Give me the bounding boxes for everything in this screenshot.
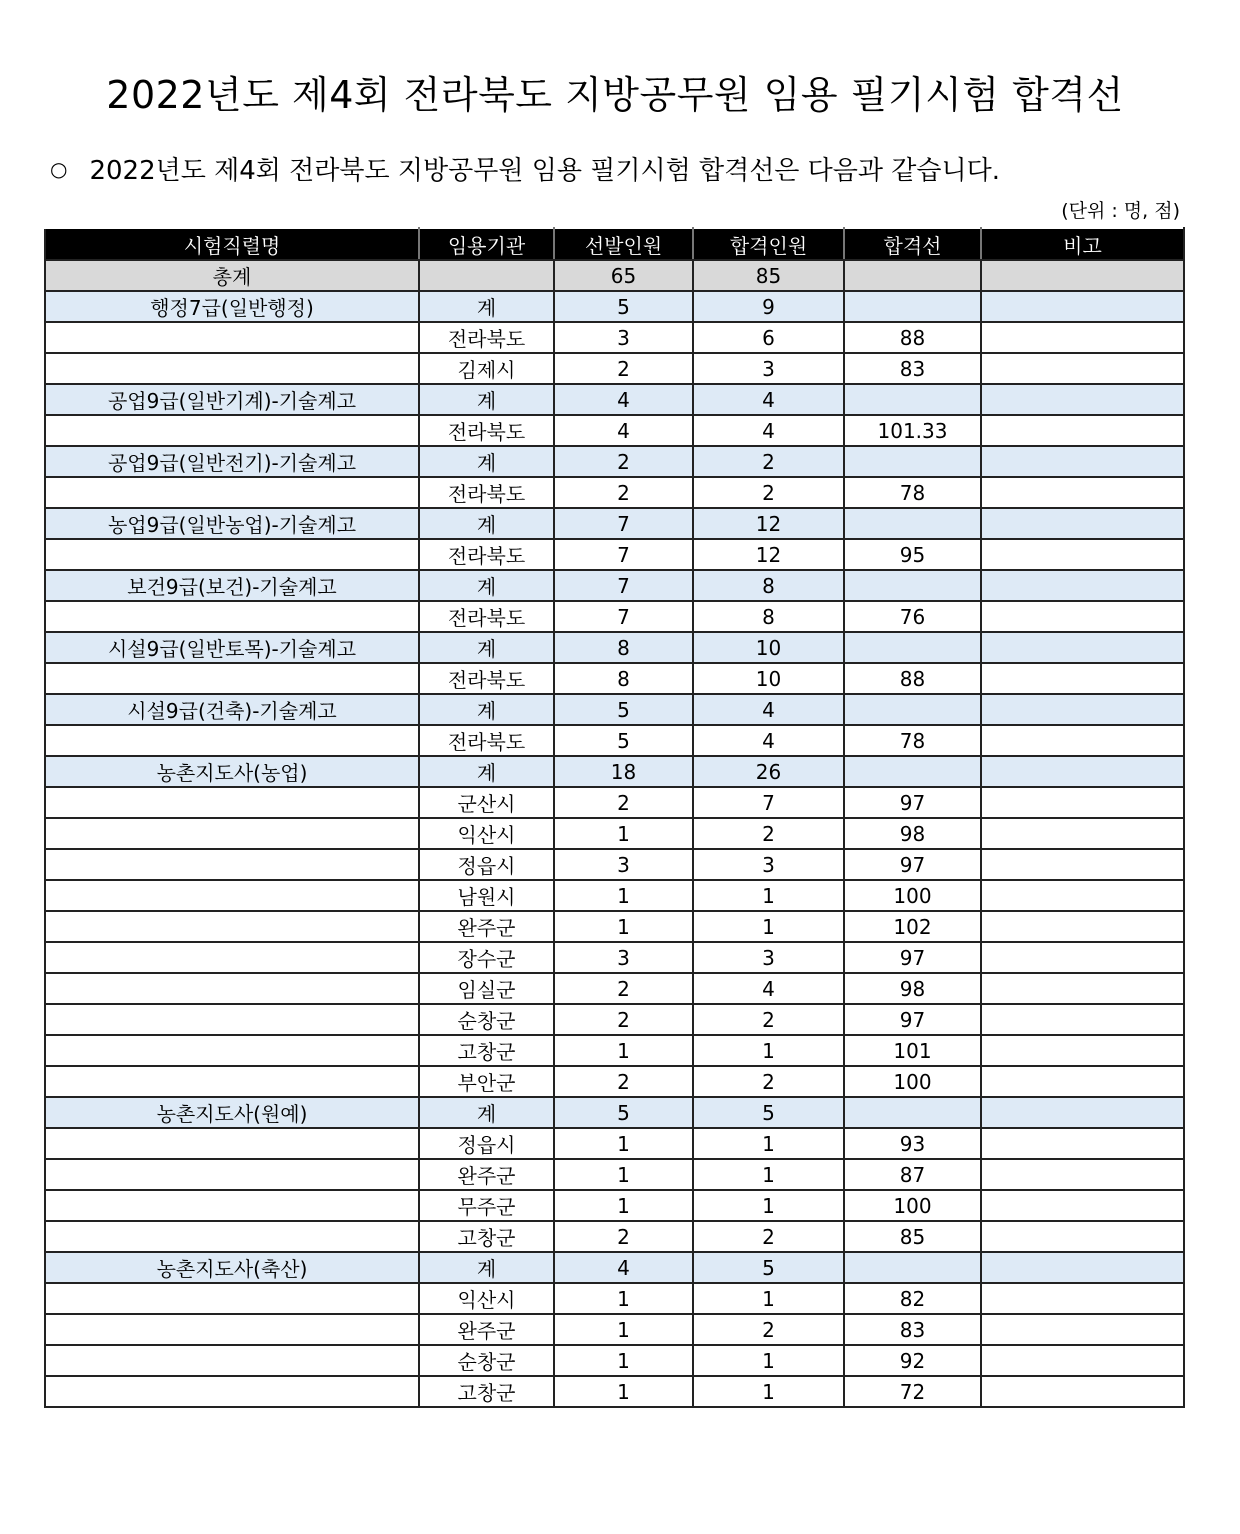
agency-cell: 계: [419, 570, 554, 601]
table-row: [45, 1159, 1184, 1190]
cutoff-score-cell: [844, 508, 981, 539]
pass-count-cell: 4: [693, 973, 844, 1004]
cutoff-score-cell: [844, 384, 981, 415]
pass-count-cell: 8: [693, 570, 844, 601]
table-row: [45, 322, 1184, 353]
bullet-circle-icon: ○: [50, 157, 68, 181]
selection-count-cell: 18: [554, 756, 693, 787]
pass-count-cell: 4: [693, 415, 844, 446]
cutoff-score-cell: 97: [844, 1004, 981, 1035]
pass-count-cell: 3: [693, 942, 844, 973]
selection-count-cell: 1: [554, 1035, 693, 1066]
selection-count-cell: 8: [554, 663, 693, 694]
exam-series-cell: [45, 725, 419, 756]
intro-text: 2022년도 제4회 전라북도 지방공무원 임용 필기시험 합격선은 다음과 같습니다.: [89, 156, 1001, 186]
cutoff-score-cell: 101.33: [844, 415, 981, 446]
table-row: [45, 1190, 1184, 1221]
remarks-cell: [981, 1221, 1184, 1252]
agency-cell: 전라북도: [419, 725, 554, 756]
cutoff-score-cell: [844, 570, 981, 601]
cutoff-score-cell: 88: [844, 663, 981, 694]
selection-count-cell: 65: [554, 260, 693, 291]
table-row: [45, 849, 1184, 880]
cutoff-score-cell: [844, 632, 981, 663]
exam-series-cell: [45, 1066, 419, 1097]
agency-cell: 계: [419, 384, 554, 415]
cutoff-score-cell: 102: [844, 911, 981, 942]
selection-count-cell: 1: [554, 1159, 693, 1190]
selection-count-cell: 3: [554, 849, 693, 880]
remarks-cell: [981, 911, 1184, 942]
exam-series-cell: [45, 1159, 419, 1190]
cutoff-score-cell: 100: [844, 880, 981, 911]
pass-count-cell: 12: [693, 539, 844, 570]
exam-series-cell: [45, 911, 419, 942]
cutoff-score-cell: 78: [844, 725, 981, 756]
pass-count-cell: 26: [693, 756, 844, 787]
table-row: [45, 973, 1184, 1004]
selection-count-cell: 2: [554, 1066, 693, 1097]
pass-count-cell: 85: [693, 260, 844, 291]
cutoff-score-cell: 100: [844, 1190, 981, 1221]
pass-count-cell: 12: [693, 508, 844, 539]
agency-cell: 계: [419, 1252, 554, 1283]
remarks-cell: [981, 1004, 1184, 1035]
cutoff-score-cell: 95: [844, 539, 981, 570]
exam-series-cell: [45, 1190, 419, 1221]
group-subtotal-row: [45, 446, 1184, 477]
selection-count-cell: 7: [554, 601, 693, 632]
agency-cell: 임실군: [419, 973, 554, 1004]
remarks-cell: [981, 849, 1184, 880]
exam-series-cell: [45, 1345, 419, 1376]
table-row: [45, 1128, 1184, 1159]
total-row: [45, 260, 1184, 291]
header-agency: 임용기관: [419, 228, 554, 260]
exam-series-cell: 공업9급(일반기계)-기술계고: [45, 384, 419, 415]
pass-count-cell: 6: [693, 322, 844, 353]
pass-count-cell: 10: [693, 632, 844, 663]
cutoff-score-cell: 97: [844, 849, 981, 880]
pass-count-cell: 2: [693, 1004, 844, 1035]
agency-cell: 완주군: [419, 911, 554, 942]
selection-count-cell: 1: [554, 1345, 693, 1376]
pass-count-cell: 8: [693, 601, 844, 632]
table-row: [45, 1314, 1184, 1345]
exam-series-cell: 공업9급(일반전기)-기술계고: [45, 446, 419, 477]
remarks-cell: [981, 818, 1184, 849]
remarks-cell: [981, 446, 1184, 477]
agency-cell: 계: [419, 291, 554, 322]
selection-count-cell: 2: [554, 787, 693, 818]
pass-count-cell: 1: [693, 1190, 844, 1221]
selection-count-cell: 4: [554, 415, 693, 446]
cutoff-score-cell: 83: [844, 353, 981, 384]
exam-series-cell: [45, 601, 419, 632]
table-row: [45, 1345, 1184, 1376]
exam-series-cell: [45, 1314, 419, 1345]
exam-series-cell: 시설9급(건축)-기술계고: [45, 694, 419, 725]
table-row: [45, 601, 1184, 632]
agency-cell: 남원시: [419, 880, 554, 911]
remarks-cell: [981, 1314, 1184, 1345]
agency-cell: 순창군: [419, 1345, 554, 1376]
pass-count-cell: 2: [693, 818, 844, 849]
agency-cell: 완주군: [419, 1314, 554, 1345]
cutoff-table: [44, 227, 1185, 1408]
pass-count-cell: 1: [693, 911, 844, 942]
agency-cell: 완주군: [419, 1159, 554, 1190]
cutoff-score-cell: 98: [844, 973, 981, 1004]
intro-line: [50, 150, 1000, 187]
selection-count-cell: 5: [554, 291, 693, 322]
cutoff-score-cell: 76: [844, 601, 981, 632]
exam-series-cell: 총계: [45, 260, 419, 291]
cutoff-score-cell: 101: [844, 1035, 981, 1066]
pass-count-cell: 4: [693, 694, 844, 725]
remarks-cell: [981, 322, 1184, 353]
pass-count-cell: 2: [693, 477, 844, 508]
agency-cell: 정읍시: [419, 849, 554, 880]
remarks-cell: [981, 570, 1184, 601]
selection-count-cell: 7: [554, 508, 693, 539]
agency-cell: 무주군: [419, 1190, 554, 1221]
table-body: [45, 260, 1184, 1407]
agency-cell: 전라북도: [419, 663, 554, 694]
exam-series-cell: [45, 1128, 419, 1159]
exam-series-cell: [45, 353, 419, 384]
exam-series-cell: 농촌지도사(농업): [45, 756, 419, 787]
exam-series-cell: [45, 818, 419, 849]
group-subtotal-row: [45, 1097, 1184, 1128]
table-row: [45, 1004, 1184, 1035]
agency-cell: 순창군: [419, 1004, 554, 1035]
pass-count-cell: 4: [693, 725, 844, 756]
selection-count-cell: 1: [554, 1314, 693, 1345]
group-subtotal-row: [45, 384, 1184, 415]
cutoff-score-cell: 92: [844, 1345, 981, 1376]
remarks-cell: [981, 1283, 1184, 1314]
document-title: 2022년도 제4회 전라북도 지방공무원 임용 필기시험 합격선: [106, 73, 1124, 117]
group-subtotal-row: [45, 1252, 1184, 1283]
exam-series-cell: [45, 880, 419, 911]
cutoff-score-cell: [844, 291, 981, 322]
cutoff-score-cell: 78: [844, 477, 981, 508]
pass-count-cell: 2: [693, 446, 844, 477]
header-selection-count: 선발인원: [554, 228, 693, 260]
selection-count-cell: 4: [554, 384, 693, 415]
exam-series-cell: 농촌지도사(축산): [45, 1252, 419, 1283]
remarks-cell: [981, 787, 1184, 818]
selection-count-cell: 5: [554, 694, 693, 725]
selection-count-cell: 3: [554, 942, 693, 973]
cutoff-score-cell: [844, 756, 981, 787]
agency-cell: 전라북도: [419, 322, 554, 353]
exam-series-cell: [45, 1035, 419, 1066]
remarks-cell: [981, 1376, 1184, 1407]
agency-cell: 계: [419, 632, 554, 663]
cutoff-score-cell: 97: [844, 787, 981, 818]
remarks-cell: [981, 1066, 1184, 1097]
agency-cell: 부안군: [419, 1066, 554, 1097]
selection-count-cell: 2: [554, 1004, 693, 1035]
exam-series-cell: [45, 322, 419, 353]
exam-series-cell: [45, 973, 419, 1004]
exam-series-cell: [45, 1004, 419, 1035]
table-row: [45, 1035, 1184, 1066]
pass-count-cell: 10: [693, 663, 844, 694]
exam-series-cell: [45, 1283, 419, 1314]
exam-series-cell: [45, 1376, 419, 1407]
selection-count-cell: 1: [554, 1190, 693, 1221]
remarks-cell: [981, 663, 1184, 694]
agency-cell: 장수군: [419, 942, 554, 973]
pass-count-cell: 4: [693, 384, 844, 415]
cutoff-score-cell: 93: [844, 1128, 981, 1159]
cutoff-score-cell: [844, 446, 981, 477]
remarks-cell: [981, 508, 1184, 539]
selection-count-cell: 2: [554, 1221, 693, 1252]
agency-cell: 전라북도: [419, 415, 554, 446]
table-row: [45, 663, 1184, 694]
unit-note: (단위 : 명, 점): [1061, 200, 1180, 222]
group-subtotal-row: [45, 756, 1184, 787]
agency-cell: 전라북도: [419, 477, 554, 508]
exam-series-cell: [45, 663, 419, 694]
cutoff-score-cell: [844, 1097, 981, 1128]
exam-series-cell: [45, 477, 419, 508]
exam-series-cell: [45, 849, 419, 880]
selection-count-cell: 1: [554, 1376, 693, 1407]
selection-count-cell: 1: [554, 1128, 693, 1159]
cutoff-score-cell: 85: [844, 1221, 981, 1252]
exam-series-cell: 농업9급(일반농업)-기술계고: [45, 508, 419, 539]
table-row: [45, 911, 1184, 942]
selection-count-cell: 1: [554, 1283, 693, 1314]
agency-cell: [419, 260, 554, 291]
cutoff-score-cell: 98: [844, 818, 981, 849]
pass-count-cell: 1: [693, 1159, 844, 1190]
agency-cell: 전라북도: [419, 539, 554, 570]
agency-cell: 전라북도: [419, 601, 554, 632]
pass-count-cell: 1: [693, 1345, 844, 1376]
remarks-cell: [981, 1128, 1184, 1159]
table-row: [45, 353, 1184, 384]
exam-series-cell: 행정7급(일반행정): [45, 291, 419, 322]
agency-cell: 계: [419, 508, 554, 539]
agency-cell: 고창군: [419, 1376, 554, 1407]
selection-count-cell: 1: [554, 818, 693, 849]
header-pass-count: 합격인원: [693, 228, 844, 260]
pass-count-cell: 1: [693, 1376, 844, 1407]
group-subtotal-row: [45, 291, 1184, 322]
exam-series-cell: 시설9급(일반토목)-기술계고: [45, 632, 419, 663]
table-row: [45, 942, 1184, 973]
table-row: [45, 880, 1184, 911]
header-remarks: 비고: [981, 228, 1184, 260]
remarks-cell: [981, 353, 1184, 384]
agency-cell: 계: [419, 1097, 554, 1128]
table-row: [45, 415, 1184, 446]
table-row: [45, 787, 1184, 818]
cutoff-score-cell: 100: [844, 1066, 981, 1097]
pass-count-cell: 9: [693, 291, 844, 322]
remarks-cell: [981, 477, 1184, 508]
group-subtotal-row: [45, 570, 1184, 601]
selection-count-cell: 5: [554, 1097, 693, 1128]
exam-series-cell: [45, 539, 419, 570]
selection-count-cell: 2: [554, 353, 693, 384]
selection-count-cell: 7: [554, 539, 693, 570]
exam-series-cell: [45, 415, 419, 446]
exam-series-cell: [45, 787, 419, 818]
agency-cell: 김제시: [419, 353, 554, 384]
group-subtotal-row: [45, 508, 1184, 539]
remarks-cell: [981, 1035, 1184, 1066]
remarks-cell: [981, 1159, 1184, 1190]
table-row: [45, 1221, 1184, 1252]
pass-count-cell: 1: [693, 1035, 844, 1066]
selection-count-cell: 2: [554, 477, 693, 508]
agency-cell: 계: [419, 756, 554, 787]
cutoff-score-cell: [844, 260, 981, 291]
pass-count-cell: 5: [693, 1097, 844, 1128]
agency-cell: 계: [419, 446, 554, 477]
remarks-cell: [981, 694, 1184, 725]
agency-cell: 고창군: [419, 1221, 554, 1252]
pass-count-cell: 7: [693, 787, 844, 818]
header-exam-series: 시험직렬명: [45, 228, 419, 260]
table-row: [45, 725, 1184, 756]
table-row: [45, 1066, 1184, 1097]
cutoff-score-cell: 72: [844, 1376, 981, 1407]
agency-cell: 군산시: [419, 787, 554, 818]
selection-count-cell: 8: [554, 632, 693, 663]
group-subtotal-row: [45, 694, 1184, 725]
remarks-cell: [981, 1252, 1184, 1283]
pass-count-cell: 1: [693, 1128, 844, 1159]
pass-count-cell: 3: [693, 849, 844, 880]
selection-count-cell: 3: [554, 322, 693, 353]
remarks-cell: [981, 539, 1184, 570]
exam-series-cell: 보건9급(보건)-기술계고: [45, 570, 419, 601]
agency-cell: 계: [419, 694, 554, 725]
group-subtotal-row: [45, 632, 1184, 663]
pass-count-cell: 2: [693, 1314, 844, 1345]
table-header-row: [45, 228, 1184, 260]
cutoff-score-cell: 87: [844, 1159, 981, 1190]
pass-count-cell: 2: [693, 1066, 844, 1097]
remarks-cell: [981, 725, 1184, 756]
selection-count-cell: 2: [554, 973, 693, 1004]
remarks-cell: [981, 260, 1184, 291]
agency-cell: 고창군: [419, 1035, 554, 1066]
remarks-cell: [981, 291, 1184, 322]
pass-count-cell: 3: [693, 353, 844, 384]
agency-cell: 익산시: [419, 1283, 554, 1314]
remarks-cell: [981, 1345, 1184, 1376]
remarks-cell: [981, 756, 1184, 787]
remarks-cell: [981, 601, 1184, 632]
table-row: [45, 818, 1184, 849]
remarks-cell: [981, 415, 1184, 446]
agency-cell: 익산시: [419, 818, 554, 849]
pass-count-cell: 5: [693, 1252, 844, 1283]
remarks-cell: [981, 1097, 1184, 1128]
agency-cell: 정읍시: [419, 1128, 554, 1159]
cutoff-score-cell: 83: [844, 1314, 981, 1345]
exam-series-cell: [45, 1221, 419, 1252]
selection-count-cell: 1: [554, 911, 693, 942]
remarks-cell: [981, 384, 1184, 415]
remarks-cell: [981, 1190, 1184, 1221]
remarks-cell: [981, 632, 1184, 663]
table-row: [45, 1376, 1184, 1407]
table-row: [45, 539, 1184, 570]
header-cutoff-score: 합격선: [844, 228, 981, 260]
pass-count-cell: 1: [693, 880, 844, 911]
exam-series-cell: 농촌지도사(원예): [45, 1097, 419, 1128]
remarks-cell: [981, 942, 1184, 973]
remarks-cell: [981, 973, 1184, 1004]
selection-count-cell: 2: [554, 446, 693, 477]
remarks-cell: [981, 880, 1184, 911]
selection-count-cell: 7: [554, 570, 693, 601]
cutoff-score-cell: 97: [844, 942, 981, 973]
cutoff-score-cell: 88: [844, 322, 981, 353]
table-row: [45, 477, 1184, 508]
selection-count-cell: 5: [554, 725, 693, 756]
cutoff-score-cell: [844, 694, 981, 725]
pass-count-cell: 1: [693, 1283, 844, 1314]
table-row: [45, 1283, 1184, 1314]
pass-count-cell: 2: [693, 1221, 844, 1252]
cutoff-score-cell: [844, 1252, 981, 1283]
exam-series-cell: [45, 942, 419, 973]
selection-count-cell: 1: [554, 880, 693, 911]
cutoff-score-cell: 82: [844, 1283, 981, 1314]
selection-count-cell: 4: [554, 1252, 693, 1283]
